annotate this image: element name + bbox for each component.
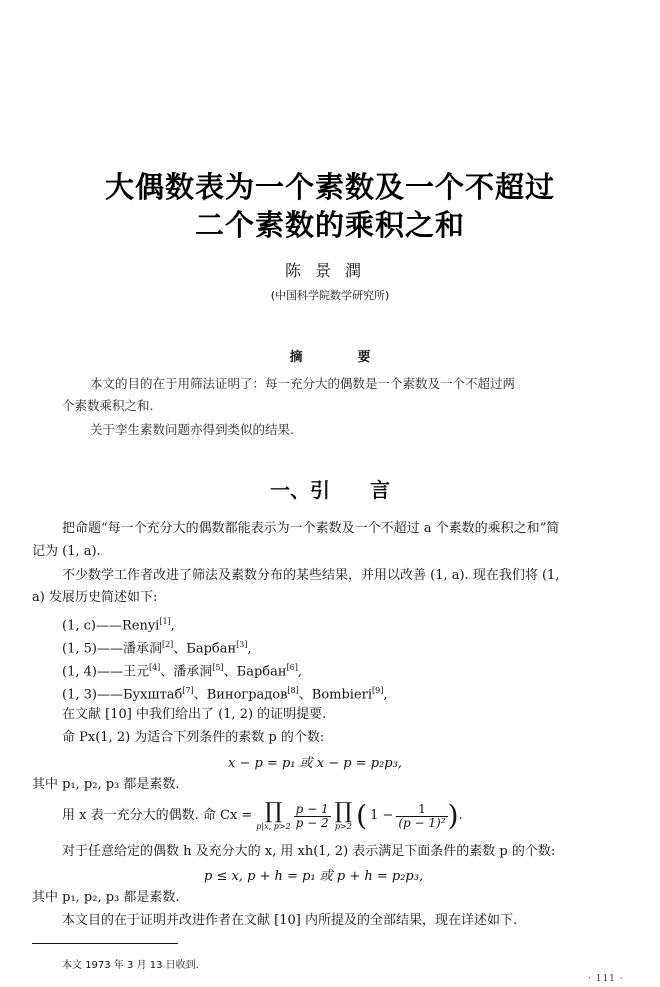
section-title-char-1: 引 [310,478,330,502]
body-line: 把命题“每一个充分大的偶数都能表示为一个素数及一个不超过 a 个素数的乘积之和”简 [62,521,560,536]
section-title-char-2: 言 [370,478,390,502]
body-line: 命 Px(1, 2) 为适合下列条件的素数 p 的个数: [62,730,325,745]
history-item: (1, 3)——Бухштаб[7]、Виноградов[8]、Bombieri[9], [62,686,388,703]
page-number: · 111 · [588,974,624,984]
body-line: 在文献 [10] 中我们给出了 (1, 2) 的证明提要. [62,707,327,722]
product-symbol-1: ∏ p|x, p>2 [256,798,291,831]
body-line: 记为 (1, a). [32,544,101,559]
body-line: 对于任意给定的偶数 h 及充分大的 x, 用 xh(1, 2) 表示满足下面条件的素数 p 的个数: [62,844,556,859]
body-line: 本文目的在于证明并改进作者在文献 [10] 内所提及的全部结果，现在详述如下. [62,913,518,928]
history-item: (1, 4)——王元[4]、潘承洞[5]、Барбан[6], [62,663,303,680]
formula-2: p ≤ x, p + h = p₁ 或 p + h = p₂p₃, [204,869,424,884]
section-heading [0,474,660,503]
history-item: (1, 5)——潘承洞[2]、Барбан[3], [62,640,252,657]
abstract-paragraph-1-line-1: 本文的目的在于用筛法证明了：每一充分大的偶数是一个素数及一个不超过两 [90,376,516,391]
formula-cx: 用 x 表一充分大的偶数. 命 Cx = ∏ p|x, p>2 $\frac{p - 1}{p - 2}$ ∏ p>2 ( 1 − $\frac{1}{\text{(p − 1)²}}$ ) . [62,798,463,832]
history-item: (1, c)——Renyi[1], [62,617,175,634]
body-line: a) 发展历史简述如下: [32,590,158,605]
body-line: 不少数学工作者改进了筛法及素数分布的某些结果，并用以改善 (1, a). 现在我们将 (1, [62,568,560,583]
product-symbol-2: ∏ p>2 [334,798,353,831]
author-name: 陈景潤 [284,261,375,280]
author-affiliation: (中国科学院数学研究所) [270,289,390,302]
abstract-heading: 摘要 [289,350,426,365]
paper-title-line-1: 大偶数表为一个素数及一个不超过 [104,170,555,204]
body-line: 其中 p₁, p₂, p₃ 都是素数. [32,777,180,792]
abstract-paragraph-2: 关于孪生素数问题亦得到类似的结果. [90,422,294,437]
footnote-rule [32,943,178,944]
formula-1: x − p = p₁ 或 x − p = p₂p₃, [228,756,402,771]
fraction-2: $\frac{1}{\text{(p − 1)²}}$ [398,801,446,830]
fraction-1: $\frac{p - 1}{p - 2}$ [295,801,329,830]
abstract-paragraph-1-line-2: 个素数乘积之和. [62,398,154,413]
footnote: 本文 1973 年 3 月 13 日收到. [62,960,199,971]
body-line: 其中 p₁, p₂, p₃ 都是素数. [32,890,180,905]
paper-title-line-2: 二个素数的乘积之和 [194,208,465,242]
section-number: 一、 [270,478,310,502]
